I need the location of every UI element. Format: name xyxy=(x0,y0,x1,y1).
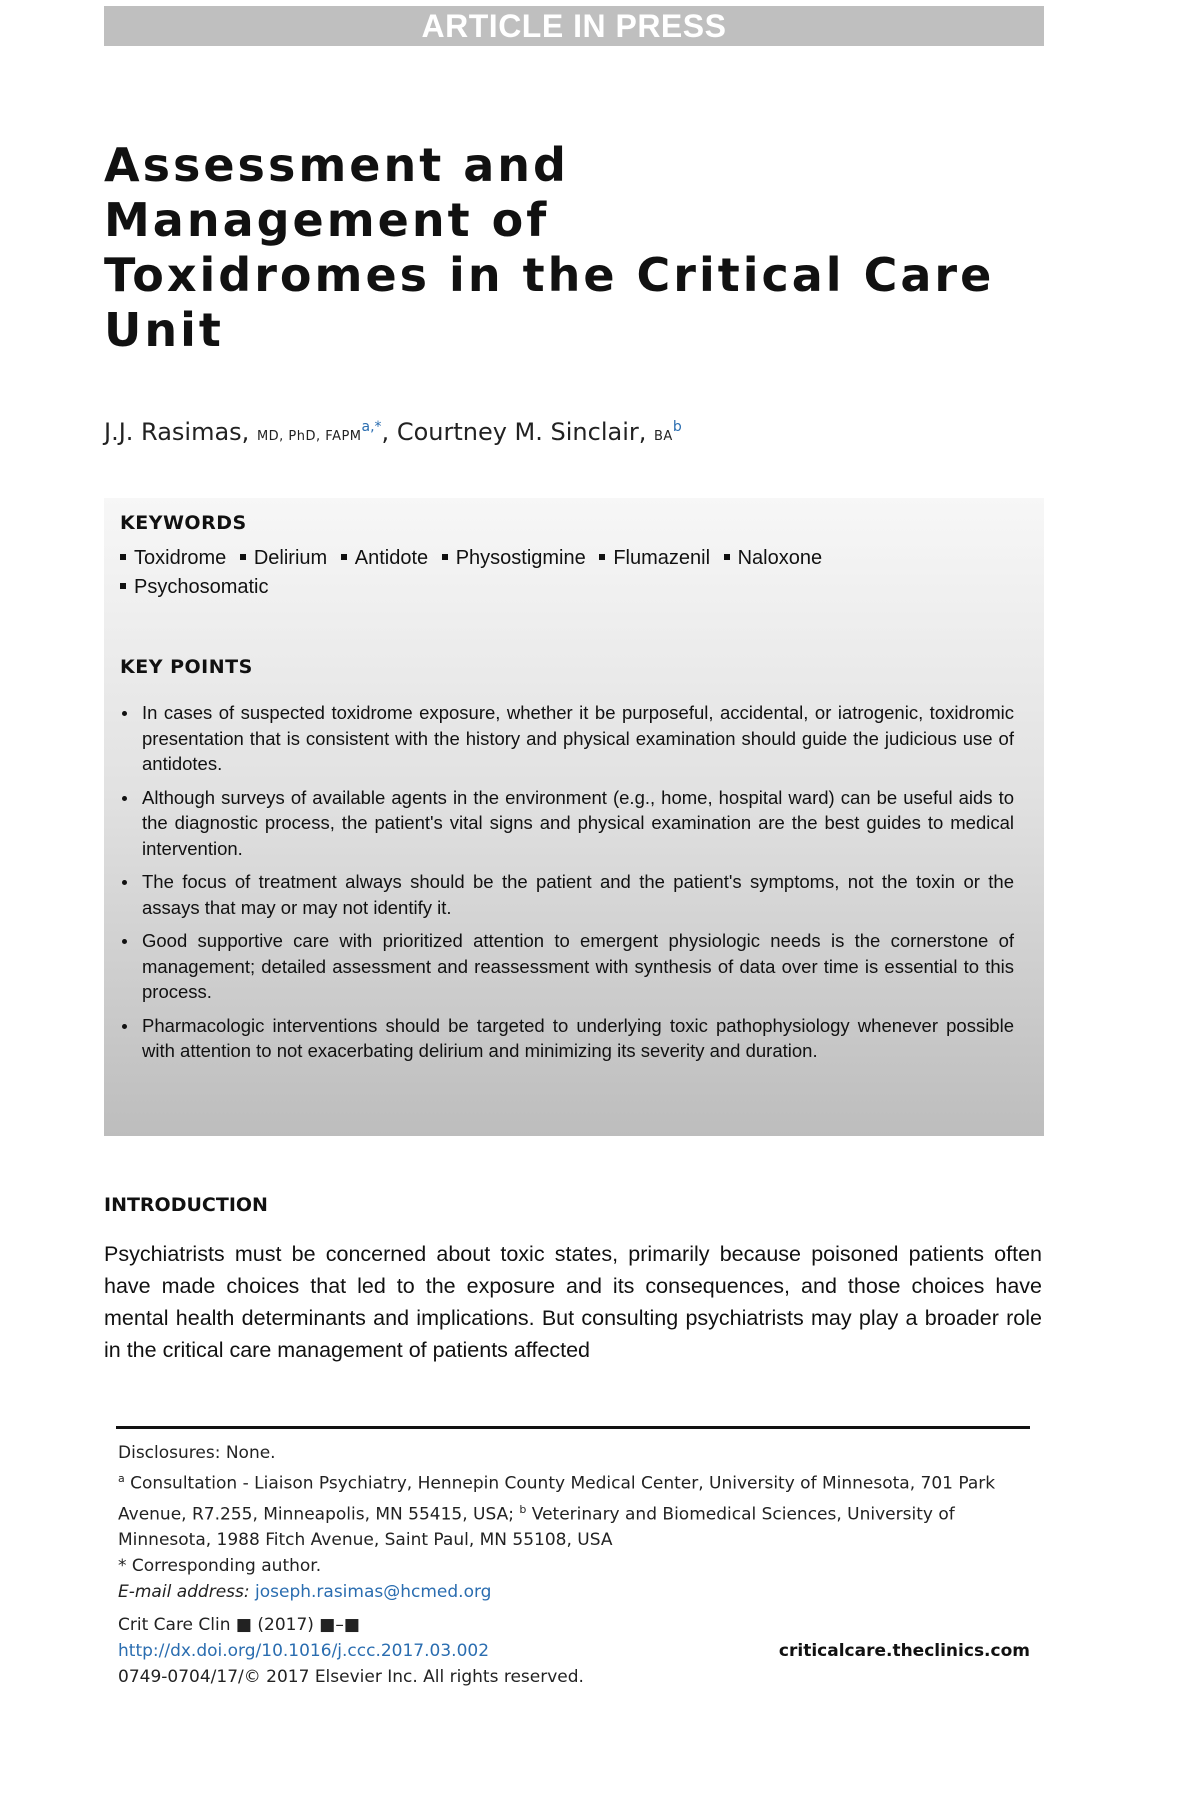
bullet-square-icon xyxy=(120,583,126,589)
keyword-item: Naloxone xyxy=(724,547,823,569)
bullet-dot-icon xyxy=(122,796,127,801)
bullet-square-icon xyxy=(341,554,347,560)
bullet-dot-icon xyxy=(122,711,127,716)
keywords-keypoints-box xyxy=(104,498,1044,1136)
key-point-item: Good supportive care with prioritized attention to emergent physiologic needs is the cornerstone of management; detailed assessment and reassessment with synthesis of data over time is essential to this process. xyxy=(120,928,1014,1005)
corresponding-author-note: * Corresponding author. xyxy=(118,1556,322,1577)
affiliations-note: $^a$ Consultation - Liaison Psychiatry, Hennepin County Medical Center, University of Minnesota, 701 Park Avenue, R7.255, Minneapolis, MN 55415, USA; $^b$ Veterinary and Biomedical Sciences, University of Minnesota, 1988 Fitch Avenue, Saint Paul, MN 55108, USA xyxy=(118,1472,996,1551)
email-link[interactable]: joseph.rasimas@hcmed.org xyxy=(255,1582,492,1603)
author-affiliation-mark[interactable]: b xyxy=(672,419,682,435)
title-line: Unit xyxy=(104,303,224,357)
keyword-item: Psychosomatic xyxy=(120,576,269,598)
bullet-dot-icon xyxy=(122,939,127,944)
keyword-item: Toxidrome xyxy=(120,547,226,569)
keywords-heading: KEYWORDS xyxy=(120,512,247,534)
key-point-item: Although surveys of available agents in the environment (e.g., home, hospital ward) can be useful aids to the diagnostic process, the patient's vital signs and physical examination are the best guides to medical intervention. xyxy=(120,785,1014,862)
footnote-divider xyxy=(116,1426,1030,1429)
email-label: E-mail address: xyxy=(118,1582,250,1603)
key-points-heading: KEY POINTS xyxy=(120,656,253,678)
journal-info xyxy=(118,1612,1030,1690)
disclosures-note: Disclosures: None. xyxy=(118,1443,276,1463)
bullet-square-icon xyxy=(240,554,246,560)
author-degrees: MD, PhD, FAPM xyxy=(256,429,362,444)
key-point-item: Pharmacologic interventions should be targeted to underlying toxic pathophysiology whenever possible with attention to not exacerbating delirium and minimizing its severity and duration. xyxy=(120,1013,1014,1064)
title-line: Assessment and xyxy=(104,138,569,192)
key-point-item: The focus of treatment always should be the patient and the patient's symptoms, not the toxin or the assays that may or may not identify it. xyxy=(120,869,1014,920)
bullet-square-icon xyxy=(442,554,448,560)
bullet-square-icon xyxy=(724,554,730,560)
author-affiliation-mark[interactable]: a,* xyxy=(361,419,382,435)
keywords-list xyxy=(120,544,1020,602)
author-name: J.J. Rasimas, xyxy=(104,418,250,446)
article-title xyxy=(104,138,1004,358)
bullet-square-icon xyxy=(120,554,126,560)
citation: Crit Care Clin ■ (2017) ■–■ xyxy=(118,1615,360,1635)
journal-site[interactable]: criticalcare.theclinics.com xyxy=(778,1641,1030,1661)
introduction-heading: INTRODUCTION xyxy=(104,1194,268,1216)
bullet-dot-icon xyxy=(122,880,127,885)
title-line: Toxidromes in the Critical Care xyxy=(104,248,995,302)
key-point-item: In cases of suspected toxidrome exposure, whether it be purposeful, accidental, or iatrogenic, toxidromic presentation that is consistent with the history and physical examination should guide the judicious use of antidotes. xyxy=(120,700,1014,777)
keyword-item: Delirium xyxy=(240,547,327,569)
article-in-press-banner: ARTICLE IN PRESS xyxy=(104,6,1044,46)
author-degrees: BA xyxy=(654,429,673,444)
keyword-item: Physostigmine xyxy=(442,547,586,569)
key-points-list xyxy=(120,700,1014,1072)
bullet-square-icon xyxy=(599,554,605,560)
email-note xyxy=(118,1579,1030,1605)
doi-link[interactable]: http://dx.doi.org/10.1016/j.ccc.2017.03.002 xyxy=(118,1641,490,1661)
bullet-dot-icon xyxy=(122,1024,127,1029)
footnotes xyxy=(118,1440,1030,1605)
author-list: J.J. Rasimas, MD, PhD, $FAPM^{a,*}$, Courtney M. Sinclair, $BA^b$ xyxy=(104,418,682,446)
keyword-item: Flumazenil xyxy=(599,547,710,569)
introduction-paragraph: Psychiatrists must be concerned about toxic states, primarily because poisoned patients often have made choices that led to the exposure and its consequences, and those choices have mental health determinants and implications. But consulting psychiatrists may play a broader role in the critical care management of patients affected xyxy=(104,1242,1042,1362)
title-line: Management of xyxy=(104,193,550,247)
author-name: Courtney M. Sinclair, xyxy=(396,418,647,446)
copyright: 0749-0704/17/© 2017 Elsevier Inc. All rights reserved. xyxy=(118,1667,584,1687)
keyword-item: Antidote xyxy=(341,547,428,569)
